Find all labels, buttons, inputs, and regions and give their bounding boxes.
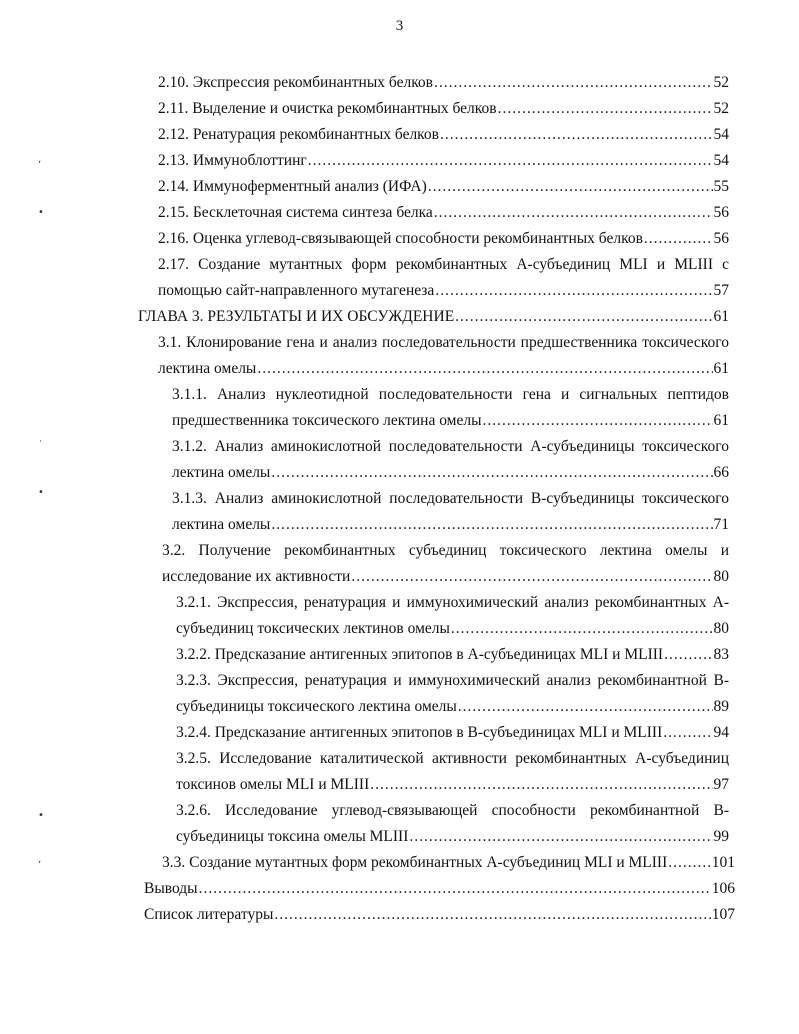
toc-leader-dots (644, 226, 713, 252)
toc-entry-page: 54 (713, 126, 729, 143)
toc-entry (158, 122, 729, 148)
toc-entry (144, 902, 735, 928)
toc-entry-page: 52 (713, 100, 729, 117)
toc-entry-title: 2.13. Иммуноблоттинг (158, 152, 307, 169)
toc-entry-page: 66 (713, 464, 729, 481)
toc-leader-dots (257, 356, 712, 382)
toc-leader-dots (271, 512, 712, 538)
page-number: 3 (395, 18, 404, 34)
toc-leader-dots (668, 850, 710, 876)
toc-leader-dots (409, 824, 712, 850)
toc-entry-title: 3.2.4. Предсказание антигенных эпитопов в В-субъединицах MLI и MLIII (176, 724, 663, 741)
toc-entry (162, 850, 735, 876)
scan-mark: ˙ (38, 440, 43, 451)
toc-entry-title: 2.10. Экспрессия рекомбинантных белков (158, 74, 434, 91)
toc-entry (158, 174, 729, 200)
toc-entry-page: 61 (713, 308, 729, 325)
toc-entry-title: 3.3. Создание мутантных форм рекомбинантных А-субъединиц MLI и MLIII (162, 854, 668, 871)
toc-entry-title: 2.14. Иммуноферментный анализ (ИФА) (158, 178, 427, 195)
toc-entry-title: 3.1.3. Анализ аминокислотной последовательности В-субъединицы токсического (172, 490, 729, 507)
toc-entry-title: 3.2.5. Исследование каталитической активности рекомбинантных А-субъединиц (176, 750, 729, 767)
toc-leader-dots (451, 616, 713, 642)
toc-entry-page: 55 (713, 178, 729, 195)
toc-entry-page: 61 (713, 412, 729, 429)
toc-entry-page: 56 (713, 204, 729, 221)
toc-entry-title: 3.1. Клонирование гена и анализ последовательности предшественника токсического (158, 334, 729, 351)
toc-entry-page: 107 (711, 906, 735, 923)
toc-entry-page: 106 (711, 880, 735, 897)
toc-entry-title: 2.12. Ренатурация рекомбинантных белков (158, 126, 439, 143)
toc-entry-title: 2.17. Создание мутантных форм рекомбинантных А-субъединиц MLI и MLIII с (158, 256, 729, 273)
toc-entry-title: 3.2.2. Предсказание антигенных эпитопов в А-субъединицах MLI и MLIII (176, 646, 664, 663)
toc-chapter-entry (138, 304, 729, 330)
toc-entry-page: 71 (713, 516, 729, 533)
toc-entry-title: 3.1.1. Анализ нуклеотидной последовательности гена и сигнальных пептидов (172, 386, 729, 403)
toc-entry-title-cont: субъединиц токсических лектинов омелы (176, 620, 450, 637)
toc-leader-dots (440, 122, 713, 148)
toc-leader-dots (498, 96, 713, 122)
scan-mark: • (38, 487, 44, 498)
toc-leader-dots (370, 772, 712, 798)
toc-entry-page: 54 (713, 152, 729, 169)
toc-entry-title-cont: субъединицы токсического лектина омелы (176, 698, 457, 715)
toc-entry-page: 52 (713, 74, 729, 91)
toc-entry (158, 148, 729, 174)
scan-mark: ʼ (38, 160, 42, 171)
toc-entry-title: 3.2.1. Экспрессия, ренатурация и иммунохимический анализ рекомбинантных А- (176, 594, 729, 611)
scan-mark: • (38, 810, 44, 821)
toc-entry-title-cont: токсинов омелы MLI и MLIII (176, 776, 370, 793)
toc-entry-page: 57 (713, 282, 729, 299)
toc-leader-dots (271, 460, 712, 486)
toc-entry-title-cont: помощью сайт-направленного мутагенеза (158, 282, 435, 299)
toc-entry (176, 590, 729, 642)
toc-leader-dots (458, 694, 713, 720)
toc-entry-title: 2.15. Бесклеточная система синтеза белка (158, 204, 433, 221)
toc-leader-dots (455, 304, 712, 330)
scan-mark: • (38, 207, 44, 218)
toc-entry (158, 330, 729, 382)
toc-entry-title: 2.11. Выделение и очистка рекомбинантных белков (158, 100, 497, 117)
toc-entry-title: 3.2.3. Экспрессия, ренатурация и иммунохимический анализ рекомбинантной В- (176, 672, 729, 689)
toc-entry-title: Список литературы (144, 906, 274, 923)
toc-entry-page: 61 (713, 360, 729, 377)
toc-entry-title: 2.16. Оценка углевод-связывающей способности рекомбинантных белков (158, 230, 643, 247)
toc-entry-title: Выводы (144, 880, 198, 897)
toc-leader-dots (274, 902, 710, 928)
toc-entry (176, 746, 729, 798)
toc-entry-title-cont: предшественника токсического лектина омелы (172, 412, 482, 429)
toc-entry (172, 486, 729, 538)
toc-entry-title: 3.2. Получение рекомбинантных субъединиц токсического лектина омелы и (162, 542, 729, 559)
toc-leader-dots (199, 876, 711, 902)
toc-entry (158, 96, 729, 122)
toc-leader-dots (663, 720, 712, 746)
scan-mark: ʼ (38, 860, 42, 871)
toc-entry-page: 83 (713, 646, 729, 663)
toc-leader-dots (664, 642, 712, 668)
toc-entry-title-cont: субъединицы токсина омелы MLIII (176, 828, 409, 845)
toc-leader-dots (351, 564, 712, 590)
toc-entry (176, 642, 729, 668)
toc-entry-page: 97 (713, 776, 729, 793)
toc-leader-dots (308, 148, 713, 174)
toc-entry-page: 80 (713, 620, 729, 637)
toc-entry-page: 80 (713, 568, 729, 585)
toc-entry (162, 538, 729, 590)
toc-leader-dots (435, 278, 712, 304)
toc-entry-page: 89 (713, 698, 729, 715)
toc-entry-title: ГЛАВА 3. РЕЗУЛЬТАТЫ И ИХ ОБСУЖДЕНИЕ (138, 308, 455, 325)
toc-entry-title: 3.1.2. Анализ аминокислотной последовательности А-субъединицы токсического (172, 438, 729, 455)
toc-entry-page: 99 (713, 828, 729, 845)
toc-leader-dots (434, 200, 713, 226)
toc-entry-page: 56 (713, 230, 729, 247)
toc-entry (172, 382, 729, 434)
toc-entry (158, 252, 729, 304)
toc-entry-page: 101 (711, 854, 735, 871)
toc-leader-dots (428, 174, 713, 200)
toc-entry-title-cont: лектина омелы (172, 464, 271, 481)
toc-leader-dots (483, 408, 713, 434)
toc-entry (158, 70, 729, 96)
toc-entry (172, 434, 729, 486)
toc-entry (176, 720, 729, 746)
toc-entry-title-cont: лектина омелы (158, 360, 257, 377)
toc-entry (158, 226, 729, 252)
toc-entry (158, 200, 729, 226)
toc-entry-page: 94 (713, 724, 729, 741)
toc-entry (176, 668, 729, 720)
toc-leader-dots (434, 70, 712, 96)
toc-entry-title-cont: лектина омелы (172, 516, 271, 533)
toc-entry-title-cont: исследование их активности (162, 568, 351, 585)
toc-entry-title: 3.2.6. Исследование углевод-связывающей способности рекомбинантной В- (176, 802, 729, 819)
toc-entry (144, 876, 735, 902)
toc-entry (176, 798, 729, 850)
